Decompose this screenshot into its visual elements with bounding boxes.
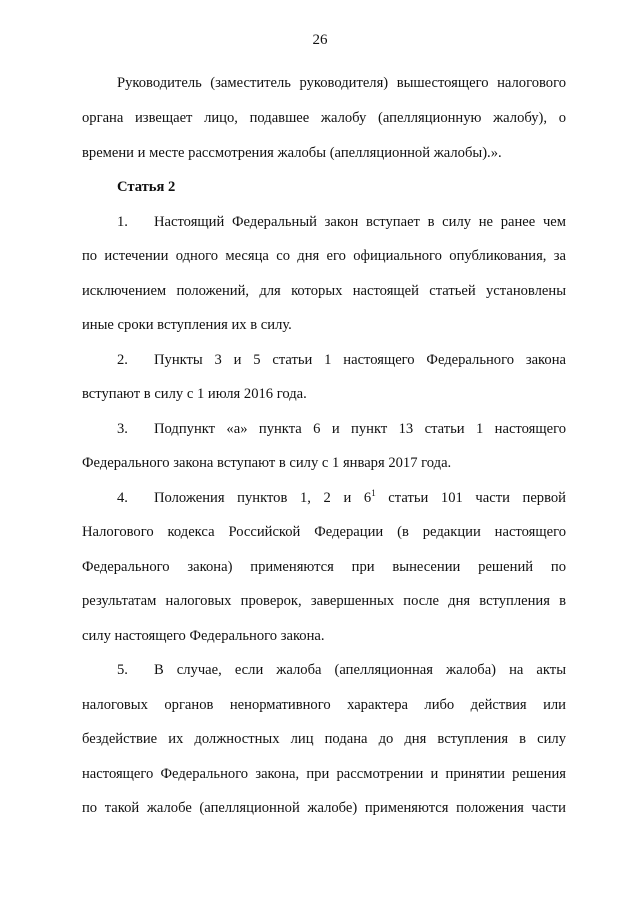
text-line: Федерального закона) применяются при вынесении решений по: [82, 559, 566, 575]
text-fragment: Пункты 3 и 5 статьи 1 настоящего Федерального закона: [154, 352, 566, 368]
text-line: Руководитель (заместитель руководителя) вышестоящего налогового: [117, 75, 566, 91]
text-line: по истечении одного месяца со дня его официального опубликования, за: [82, 248, 566, 264]
text-line: [117, 349, 566, 371]
text-line: по такой жалобе (апелляционной жалобе) применяются положения части: [82, 800, 566, 816]
item-number: 5.: [117, 662, 128, 678]
page-number: 26: [312, 32, 328, 48]
text-fragment: Подпункт «а» пункта 6 и пункт 13 статьи 1 настоящего: [154, 421, 566, 437]
article-heading: Статья 2: [117, 179, 176, 195]
text-line: исключением положений, для которых настоящей статьей установлены: [82, 283, 566, 299]
text-line: времени и месте рассмотрения жалобы (апелляционной жалобы).».: [82, 145, 502, 161]
text-line: настоящего Федерального закона, при рассмотрении и принятии решения: [82, 766, 566, 782]
item-number: 2.: [117, 352, 128, 368]
text-fragment: Положения пунктов 1, 2 и 6: [154, 490, 372, 506]
text-line: органа извещает лицо, подавшее жалобу (апелляционную жалобу), о: [82, 110, 566, 126]
text-line: вступают в силу с 1 июля 2016 года.: [82, 386, 307, 402]
item-number: 3.: [117, 421, 128, 437]
text-line: Федерального закона вступают в силу с 1 января 2017 года.: [82, 455, 452, 471]
item-number: 1.: [117, 214, 128, 230]
text-line: [117, 211, 566, 233]
text-line: [117, 418, 566, 440]
text-fragment: В случае, если жалоба (апелляционная жалоба) на акты: [154, 662, 566, 678]
text-line: бездействие их должностных лиц подана до дня вступления в силу: [82, 731, 566, 747]
superscript: 1: [371, 488, 376, 499]
text-fragment: Настоящий Федеральный закон вступает в силу не ранее чем: [154, 214, 566, 230]
text-line: иные сроки вступления их в силу.: [82, 317, 292, 333]
text-line: Налогового кодекса Российской Федерации (в редакции настоящего: [82, 524, 566, 540]
text-line: налоговых органов ненормативного характера либо действия или: [82, 697, 566, 713]
item-number: 4.: [117, 490, 128, 506]
text-line: [117, 659, 566, 681]
text-line: результатам налоговых проверок, завершенных после дня вступления в: [82, 593, 566, 609]
text-fragment: статьи 101 части первой: [375, 490, 566, 506]
text-line: силу настоящего Федерального закона.: [82, 628, 325, 644]
text-line: [117, 487, 566, 509]
